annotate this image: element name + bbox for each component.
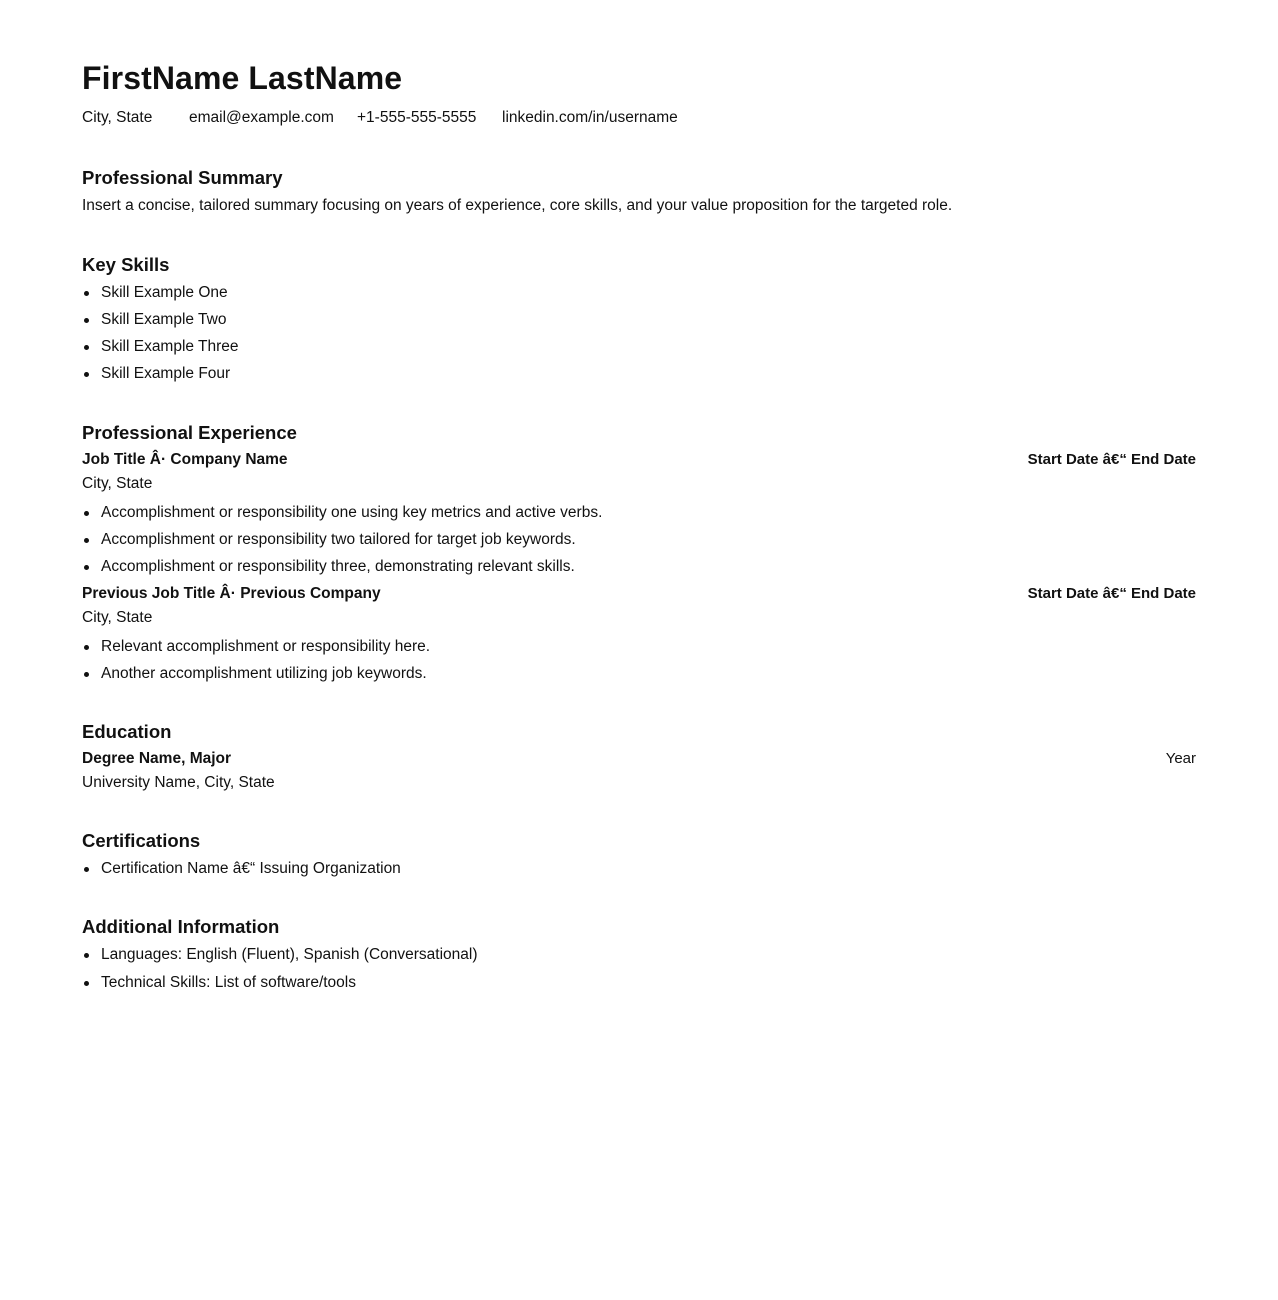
bullet-icon — [84, 645, 89, 650]
candidate-name: FirstName LastName — [82, 60, 403, 96]
job-entry — [82, 583, 1196, 685]
bullet-icon — [84, 511, 89, 516]
summary-section — [82, 165, 1196, 217]
list-item: Skill Example Two — [82, 309, 1196, 331]
contact-email: email@example.com — [189, 109, 334, 126]
list-item: Skill Example Three — [82, 336, 1196, 358]
experience-section — [82, 420, 1196, 685]
job-title: Previous Job Title Â· Previous Company — [82, 585, 381, 602]
job-dates: Start Date â€“ End Date — [1027, 585, 1196, 602]
job-bullets — [82, 636, 1196, 685]
graduation-year: Year — [1165, 750, 1196, 767]
bullet-icon — [84, 565, 89, 570]
list-item: Languages: English (Fluent), Spanish (Conversational) — [82, 944, 1196, 966]
additional-list — [82, 944, 1196, 994]
list-item: Relevant accomplishment or responsibility here. — [82, 636, 1196, 658]
contact-location: City, State — [82, 109, 153, 126]
bullet-icon — [84, 291, 89, 296]
skills-section — [82, 252, 1196, 385]
section-title-certifications: Certifications — [82, 830, 201, 851]
list-item: Accomplishment or responsibility two tailored for target job keywords. — [82, 529, 1196, 551]
section-title-additional: Additional Information — [82, 916, 280, 937]
list-item: Certification Name â€“ Issuing Organization — [82, 858, 1196, 880]
bullet-icon — [84, 372, 89, 377]
job-location: City, State — [82, 609, 153, 626]
certifications-list — [82, 858, 1196, 880]
bullet-icon — [84, 318, 89, 323]
job-entry — [82, 449, 1196, 578]
job-header — [82, 583, 1196, 605]
skills-list — [82, 282, 1196, 385]
bullet-icon — [84, 538, 89, 543]
section-title-skills: Key Skills — [82, 254, 170, 275]
job-dates: Start Date â€“ End Date — [1027, 451, 1196, 468]
job-location: City, State — [82, 475, 153, 492]
section-title-experience: Professional Experience — [82, 422, 297, 443]
bullet-icon — [84, 981, 89, 986]
bullet-icon — [84, 672, 89, 677]
list-item: Technical Skills: List of software/tools — [82, 972, 1196, 994]
list-item: Accomplishment or responsibility three, demonstrating relevant skills. — [82, 556, 1196, 578]
contact-linkedin: linkedin.com/in/username — [502, 109, 678, 126]
bullet-icon — [84, 867, 89, 872]
list-item: Accomplishment or responsibility one using key metrics and active verbs. — [82, 502, 1196, 524]
resume-page — [82, 56, 1196, 994]
bullet-icon — [84, 953, 89, 958]
list-item: Skill Example One — [82, 282, 1196, 304]
contact-line — [82, 107, 1196, 129]
job-title: Job Title Â· Company Name — [82, 451, 288, 468]
section-title-education: Education — [82, 721, 172, 742]
list-item: Another accomplishment utilizing job keywords. — [82, 663, 1196, 685]
summary-text: Insert a concise, tailored summary focusing on years of experience, core skills, and your value proposition for the targeted role. — [82, 197, 953, 214]
education-section — [82, 719, 1196, 794]
job-header — [82, 449, 1196, 471]
list-item: Skill Example Four — [82, 363, 1196, 385]
school-name: University Name, City, State — [82, 774, 275, 791]
bullet-icon — [84, 345, 89, 350]
education-header — [82, 748, 1196, 770]
certifications-section — [82, 828, 1196, 880]
additional-section — [82, 914, 1196, 994]
job-bullets — [82, 502, 1196, 578]
contact-phone: +1-555-555-5555 — [357, 109, 477, 126]
degree-name: Degree Name, Major — [82, 750, 232, 767]
section-title-summary: Professional Summary — [82, 167, 283, 188]
